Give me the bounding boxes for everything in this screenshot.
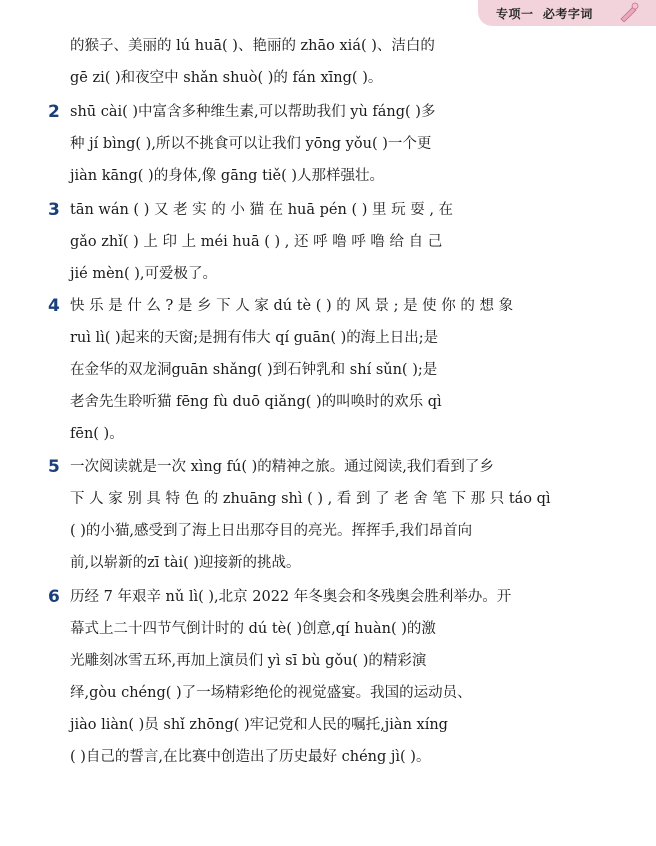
question-line: fēn( )。: [70, 426, 124, 442]
question-line: tān wán ( ) 又 老 实 的 小 猫 在 huā pén ( ) 里 玩 耍 , 在: [70, 202, 454, 218]
section-header-label: [496, 5, 593, 22]
question-line: 前,以崭新的zī tài( )迎接新的挑战。: [70, 555, 301, 571]
question-number: 5: [48, 457, 60, 477]
question-line: jiào liàn( )员 shǐ zhōng( )牢记党和人民的嘱托,jiàn xíng: [70, 717, 448, 733]
question-line: ( )自己的誓言,在比赛中创造出了历史最好 chéng jì( )。: [70, 749, 431, 765]
question-number: 3: [48, 200, 60, 220]
question-line: 在金华的双龙洞guān shǎng( )到石钟乳和 shí sǔn( );是: [70, 362, 438, 378]
question-line: 光雕刻冰雪五环,再加上演员们 yì sī bù gǒu( )的精彩演: [70, 653, 427, 669]
section-label: 专项一: [496, 7, 534, 21]
question-line: gē zi( )和夜空中 shǎn shuò( )的 fán xīng( )。: [70, 70, 383, 86]
question-number: 4: [48, 296, 60, 316]
question-line: ( )的小猫,感受到了海上日出那夺目的亮光。挥挥手,我们昂首向: [70, 523, 473, 539]
question-number: 2: [48, 102, 60, 122]
section-title: 必考字词: [542, 7, 593, 21]
pencil-decoration-icon: [618, 2, 640, 22]
question-line: 幕式上二十四节气倒计时的 dú tè( )创意,qí huàn( )的激: [70, 621, 436, 637]
question-line: shū cài( )中富含多种维生素,可以帮助我们 yù fáng( )多: [70, 104, 436, 120]
question-line: 老舍先生聆听猫 fēng fù duō qiǎng( )的叫唤时的欢乐 qì: [70, 394, 442, 410]
question-line: gǎo zhǐ( ) 上 印 上 méi huā ( ) , 还 呼 噜 呼 噜 给 自 己: [70, 234, 443, 250]
question-line: 快 乐 是 什 么 ? 是 乡 下 人 家 dú tè ( ) 的 风 景 ; 是 使 你 的 想 象: [70, 298, 514, 314]
question-line: 种 jí bìng( ),所以不挑食可以让我们 yōng yǒu( )一个更: [70, 136, 432, 152]
question-line: 的猴子、美丽的 lú huā( )、艳丽的 zhāo xiá( )、洁白的: [70, 38, 435, 54]
question-line: 一次阅读就是一次 xìng fú( )的精神之旅。通过阅读,我们看到了乡: [70, 459, 494, 475]
question-line: ruì lì( )起来的天窗;是拥有伟大 qí guān( )的海上日出;是: [70, 330, 439, 346]
question-line: 下 人 家 别 具 特 色 的 zhuāng shì ( ) , 看 到 了 老 舍 笔 下 那 只 táo qì: [70, 491, 551, 507]
question-line: jiàn kāng( )的身体,像 gāng tiě( )人那样强壮。: [70, 168, 385, 184]
question-line: jié mèn( ),可爱极了。: [70, 266, 218, 282]
question-number: 6: [48, 587, 60, 607]
question-line: 绎,gòu chéng( )了一场精彩绝伦的视觉盛宴。我国的运动员、: [70, 685, 472, 701]
section-header-tab: [478, 0, 656, 26]
question-line: 历经 7 年艰辛 nǔ lì( ),北京 2022 年冬奥会和冬残奥会胜利举办。开: [70, 589, 512, 605]
